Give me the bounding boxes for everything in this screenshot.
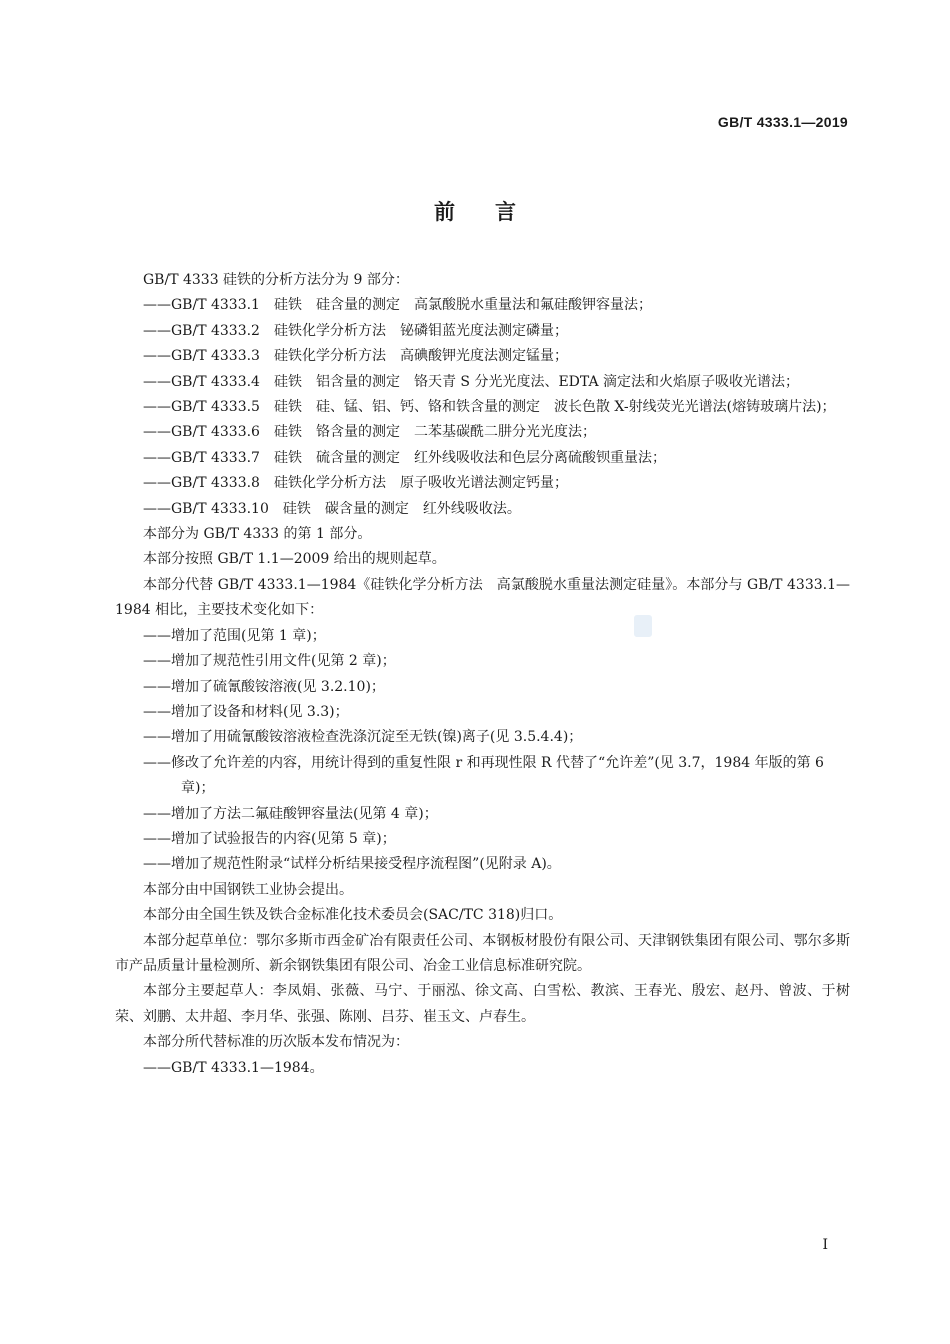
replaces-paragraph: 本部分代替 GB/T 4333.1—1984《硅铁化学分析方法 高氯酸脱水重量法测定硅量》。本部分与 GB/T 4333.1—1984 相比，主要技术变化如下：	[115, 576, 850, 619]
part-list-item: ——GB/T 4333.8 硅铁化学分析方法 原子吸收光谱法测定钙量；	[143, 475, 568, 492]
drafters-paragraph: 本部分主要起草人：李凤娟、张薇、马宁、于丽泓、徐文高、白雪松、教滨、王春光、殷宏、赵丹、曾波、于树荣、刘鹏、太井超、李月华、张强、陈刚、吕芬、崔玉文、卢春生。	[115, 983, 850, 1025]
page-title: 前言	[434, 200, 556, 224]
drafting-rules-paragraph: 本部分按照 GB/T 1.1—2009 给出的规则起草。	[143, 551, 446, 568]
intro-paragraph: GB/T 4333 硅铁的分析方法分为 9 部分：	[143, 272, 409, 288]
change-list-item: ——增加了试验报告的内容(见第 5 章)；	[143, 830, 396, 847]
centralized-by-paragraph: 本部分由全国生铁及铁合金标准化技术委员会(SAC/TC 318)归口。	[143, 907, 563, 924]
foreword-body	[115, 268, 850, 1081]
part-of-paragraph: 本部分为 GB/T 4333 的第 1 部分。	[143, 526, 372, 543]
part-list-item: ——GB/T 4333.6 硅铁 铬含量的测定 二苯基碳酰二肼分光光度法；	[143, 424, 596, 441]
change-list-item: ——增加了方法二氟硅酸钾容量法(见第 4 章)；	[143, 805, 438, 822]
part-list-item: ——GB/T 4333.1 硅铁 硅含量的测定 高氯酸脱水重量法和氟硅酸钾容量法；	[143, 297, 652, 314]
history-list-item: ——GB/T 4333.1—1984。	[143, 1059, 324, 1076]
change-list-item: ——增加了规范性附录“试样分析结果接受程序流程图”(见附录 A)。	[143, 856, 561, 873]
part-list-item: ——GB/T 4333.4 硅铁 铝含量的测定 铬天青 S 分光光度法、EDTA 滴定法和火焰原子吸收光谱法；	[143, 373, 800, 390]
part-list-item: ——GB/T 4333.7 硅铁 硫含量的测定 红外线吸收法和色层分离硫酸钡重量法；	[143, 449, 666, 466]
change-list-item: ——增加了规范性引用文件(见第 2 章)；	[143, 653, 396, 670]
part-list-item: ——GB/T 4333.2 硅铁化学分析方法 铋磷钼蓝光度法测定磷量；	[143, 322, 568, 339]
drafting-units-paragraph: 本部分起草单位：鄂尔多斯市西金矿冶有限责任公司、本钢板材股份有限公司、天津钢铁集团有限公司、鄂尔多斯市产品质量计量检测所、新余钢铁集团有限公司、冶金工业信息标准研究院。	[115, 932, 850, 974]
part-list-item: ——GB/T 4333.3 硅铁化学分析方法 高碘酸钾光度法测定锰量；	[143, 348, 568, 365]
change-list-item: ——增加了硫氰酸铵溶液(见 3.2.10)；	[143, 678, 385, 695]
change-list-item: ——增加了范围(见第 1 章)；	[143, 627, 326, 644]
part-list-item: ——GB/T 4333.5 硅铁 硅、锰、铝、钙、铬和铁含量的测定 波长色散 X-射线荧光光谱法(熔铸玻璃片法)；	[143, 399, 836, 416]
page-number: I	[822, 1237, 828, 1253]
change-list-item: ——修改了允许差的内容，用统计得到的重复性限 r 和再现性限 R 代替了“允许差”(见 3.7，1984 年版的第 6 章)；	[143, 754, 824, 797]
standard-code-header: GB/T 4333.1—2019	[717, 114, 848, 130]
part-list-item: ——GB/T 4333.10 硅铁 碳含量的测定 红外线吸收法。	[143, 500, 521, 517]
change-list-item: ——增加了设备和材料(见 3.3)；	[143, 703, 349, 720]
history-intro-paragraph: 本部分所代替标准的历次版本发布情况为：	[143, 1034, 409, 1051]
change-list-item: ——增加了用硫氰酸铵溶液检查洗涤沉淀至无铁(镍)离子(见 3.5.4.4)；	[143, 729, 583, 746]
proposed-by-paragraph: 本部分由中国钢铁工业协会提出。	[143, 881, 353, 898]
